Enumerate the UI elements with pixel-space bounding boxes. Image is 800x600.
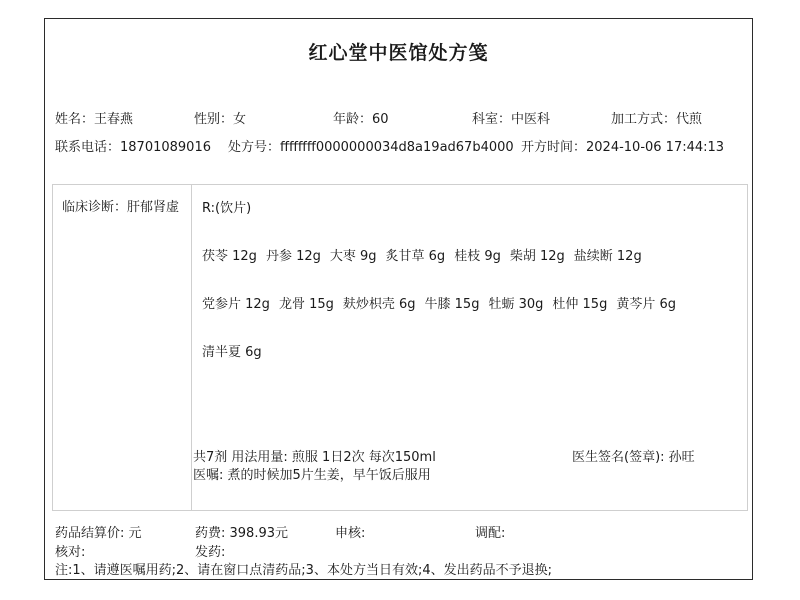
herb-item: 茯苓 12g — [202, 249, 257, 264]
patient-age: 年龄：60 — [333, 112, 389, 127]
settlement-price: 药品结算价: 元 — [55, 526, 142, 541]
doctor-signature: 医生签名(签章): 孙旺 — [572, 450, 695, 465]
patient-name: 姓名：王春燕 — [55, 112, 134, 127]
content-divider — [191, 184, 192, 511]
herb-item: 大枣 9g — [329, 249, 377, 264]
herb-line-3 — [202, 341, 271, 360]
herb-item: 炙甘草 6g — [385, 249, 446, 264]
dosage-instructions: 共7剂 用法用量: 煎服 1日2次 每次150ml — [193, 450, 436, 465]
doctor-advice: 医嘱: 煮的时候加5片生姜，早午饭后服用 — [193, 468, 431, 483]
herb-item: 柴胡 12g — [509, 249, 565, 264]
prescription-time: 开方时间：2024-10-06 17:44:13 — [521, 140, 725, 155]
processing-method: 加工方式：代煎 — [611, 112, 703, 127]
herb-item: 清半夏 6g — [202, 345, 262, 360]
herb-item: 盐续断 12g — [573, 249, 642, 264]
herb-line-1 — [202, 245, 651, 264]
footer-note: 注:1、请遵医嘱用药;2、请在窗口点清药品;3、本处方当日有效;4、发出药品不予退换; — [55, 563, 552, 578]
clinical-diagnosis: 临床诊断：肝郁肾虚 — [62, 200, 180, 215]
herb-item: 龙骨 15g — [278, 297, 334, 312]
review-label: 申核: — [335, 526, 366, 541]
herb-item: 牡蛎 30g — [488, 297, 544, 312]
medicine-fee: 药费: 398.93元 — [195, 526, 288, 541]
herb-line-2 — [202, 293, 685, 312]
herb-item: 党参片 12g — [202, 297, 270, 312]
dispense-label: 调配: — [475, 526, 506, 541]
herb-item: 丹参 12g — [265, 249, 321, 264]
check-label: 核对: — [55, 545, 86, 560]
issue-label: 发药: — [195, 545, 226, 560]
herb-item: 杜仲 15g — [552, 297, 608, 312]
herb-item: 桂枝 9g — [454, 249, 501, 264]
patient-gender: 性别：女 — [194, 112, 247, 127]
herb-item: 麸炒枳壳 6g — [342, 297, 416, 312]
rx-header: R:(饮片) — [202, 201, 252, 216]
herb-item: 牛膝 15g — [424, 297, 480, 312]
herb-item: 黄芩片 6g — [616, 297, 676, 312]
prescription-number: 处方号：ffffffff0000000034d8a19ad67b4000 — [228, 140, 514, 155]
page-title: 红心堂中医馆处方笺 — [308, 42, 489, 64]
department: 科室：中医科 — [472, 112, 551, 127]
contact-phone: 联系电话：18701089016 — [55, 140, 211, 155]
